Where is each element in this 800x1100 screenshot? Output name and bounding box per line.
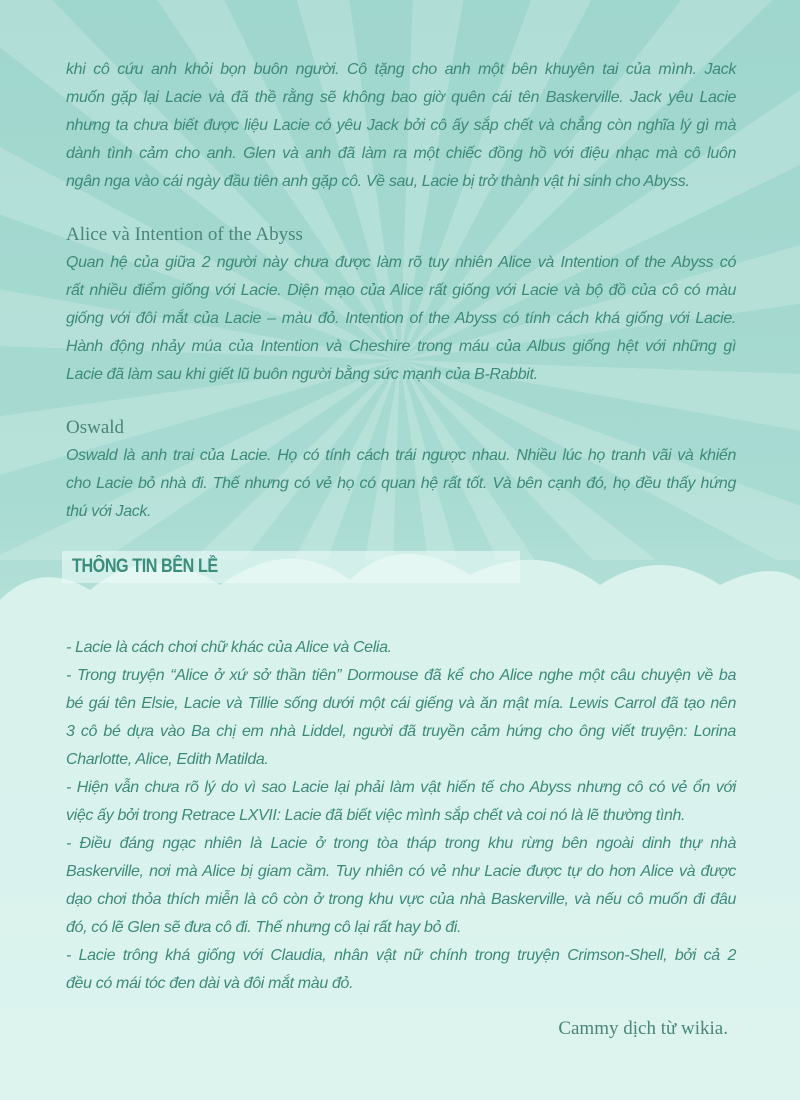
- section-heading: Alice và Intention of the Abyss: [66, 224, 303, 245]
- text-line: giống với đôi mắt của Lacie – màu đỏ. Intention of the Abyss có tính cách khá giống với Lacie.: [66, 310, 736, 327]
- oswald-section: [66, 414, 736, 526]
- text-line: 3 cô bé dựa vào Ba chị em nhà Liddel, người đã truyền cảm hứng cho ông viết truyện: Lorina: [66, 723, 736, 740]
- text-line: bé gái tên Elsie, Lacie và Tillie sống dưới một cái giếng và ăn mật mía. Lewis Carrol đã tạo nên: [66, 695, 736, 712]
- credit-text: Cammy dịch từ wikia.: [558, 1018, 728, 1039]
- alice-section: [66, 221, 736, 389]
- text-line: - Hiện vẫn chưa rõ lý do vì sao Lacie lại phải làm vật hiến tế cho Abyss nhưng cô có vẻ ổn với: [66, 779, 736, 796]
- intro-paragraph: [66, 56, 736, 196]
- section-heading: Oswald: [66, 417, 125, 438]
- text-line: Oswald là anh trai của Lacie. Họ có tính cách trái ngược nhau. Nhiều lúc họ tranh vãi và khiến: [66, 447, 736, 464]
- trivia-banner: [62, 551, 520, 583]
- text-line: Hành động nhảy múa của Intention và Cheshire trong máu của Albus giống hệt với những gì: [66, 338, 736, 355]
- text-line: - Điều đáng ngạc nhiên là Lacie ở trong tòa tháp trong khu rừng bên ngoài dinh thự nhà: [66, 835, 736, 852]
- text-line: dạo chơi thỏa thích miễn là cô còn ở trong khu vực của nhà Baskerville, và nếu cô muốn đi đâu: [66, 891, 736, 908]
- text-line: thú với Jack.: [66, 503, 152, 520]
- text-line: nhưng ta chưa biết được liệu Lacie có yêu Jack bởi cô ấy sắp chết và chẳng còn nghĩa lý gì mà: [66, 117, 736, 134]
- trivia-heading: THÔNG TIN BÊN LỀ: [72, 556, 218, 577]
- text-line: đó, có lẽ Glen sẽ đưa cô đi. Thế nhưng cô lại rất hay bỏ đi.: [66, 919, 462, 936]
- text-line: - Lacie là cách chơi chữ khác của Alice và Celia.: [66, 639, 392, 656]
- text-line: Quan hệ của giữa 2 người này chưa được làm rõ tuy nhiên Alice và Intention of the Abyss có: [66, 254, 736, 271]
- text-line: - Trong truyện “Alice ở xứ sở thần tiên” Dormouse đã kể cho Alice nghe một câu chuyện về ba: [66, 667, 736, 684]
- text-line: Lacie đã làm sau khi giết lũ buôn người bằng sức mạnh của B-Rabbit.: [66, 366, 538, 383]
- text-line: muốn gặp lại Lacie và đã thề rằng sẽ không bao giờ quên cái tên Baskerville. Jack yêu Lacie: [66, 89, 736, 106]
- text-line: rất nhiều điểm giống với Lacie. Diện mạo của Alice rất giống với Lacie và bộ đồ của cô có màu: [66, 282, 736, 299]
- text-line: Charlotte, Alice, Edith Matilda.: [66, 751, 269, 768]
- text-line: việc ấy bởi trong Retrace LXVII: Lacie đã biết việc mình sắp chết và coi nó là lẽ thường tình.: [66, 807, 686, 824]
- text-line: Baskerville, nơi mà Alice bị giam cầm. Tuy nhiên có vẻ như Lacie được tự do hơn Alice và được: [66, 863, 736, 880]
- text-line: dành tình cảm cho anh. Glen và anh đã làm ra một chiếc đồng hồ với điệu nhạc mà cô luôn: [66, 145, 736, 162]
- text-line: đều có mái tóc đen dài và đôi mắt màu đỏ.: [66, 975, 354, 992]
- text-line: - Lacie trông khá giống với Claudia, nhân vật nữ chính trong truyện Crimson-Shell, bởi cả 2: [66, 947, 736, 964]
- trivia-list: [66, 634, 736, 998]
- text-line: ngân nga vào cái ngày đầu tiên anh gặp cô. Về sau, Lacie bị trở thành vật hi sinh cho Abyss.: [66, 173, 690, 190]
- text-line: khi cô cứu anh khỏi bọn buôn người. Cô tặng cho anh một bên khuyên tai của mình. Jack: [66, 61, 736, 78]
- text-line: cho Lacie bỏ nhà đi. Thế nhưng có vẻ họ có quan hệ rất tốt. Và bên cạnh đó, họ đều thấy hứng: [66, 475, 736, 492]
